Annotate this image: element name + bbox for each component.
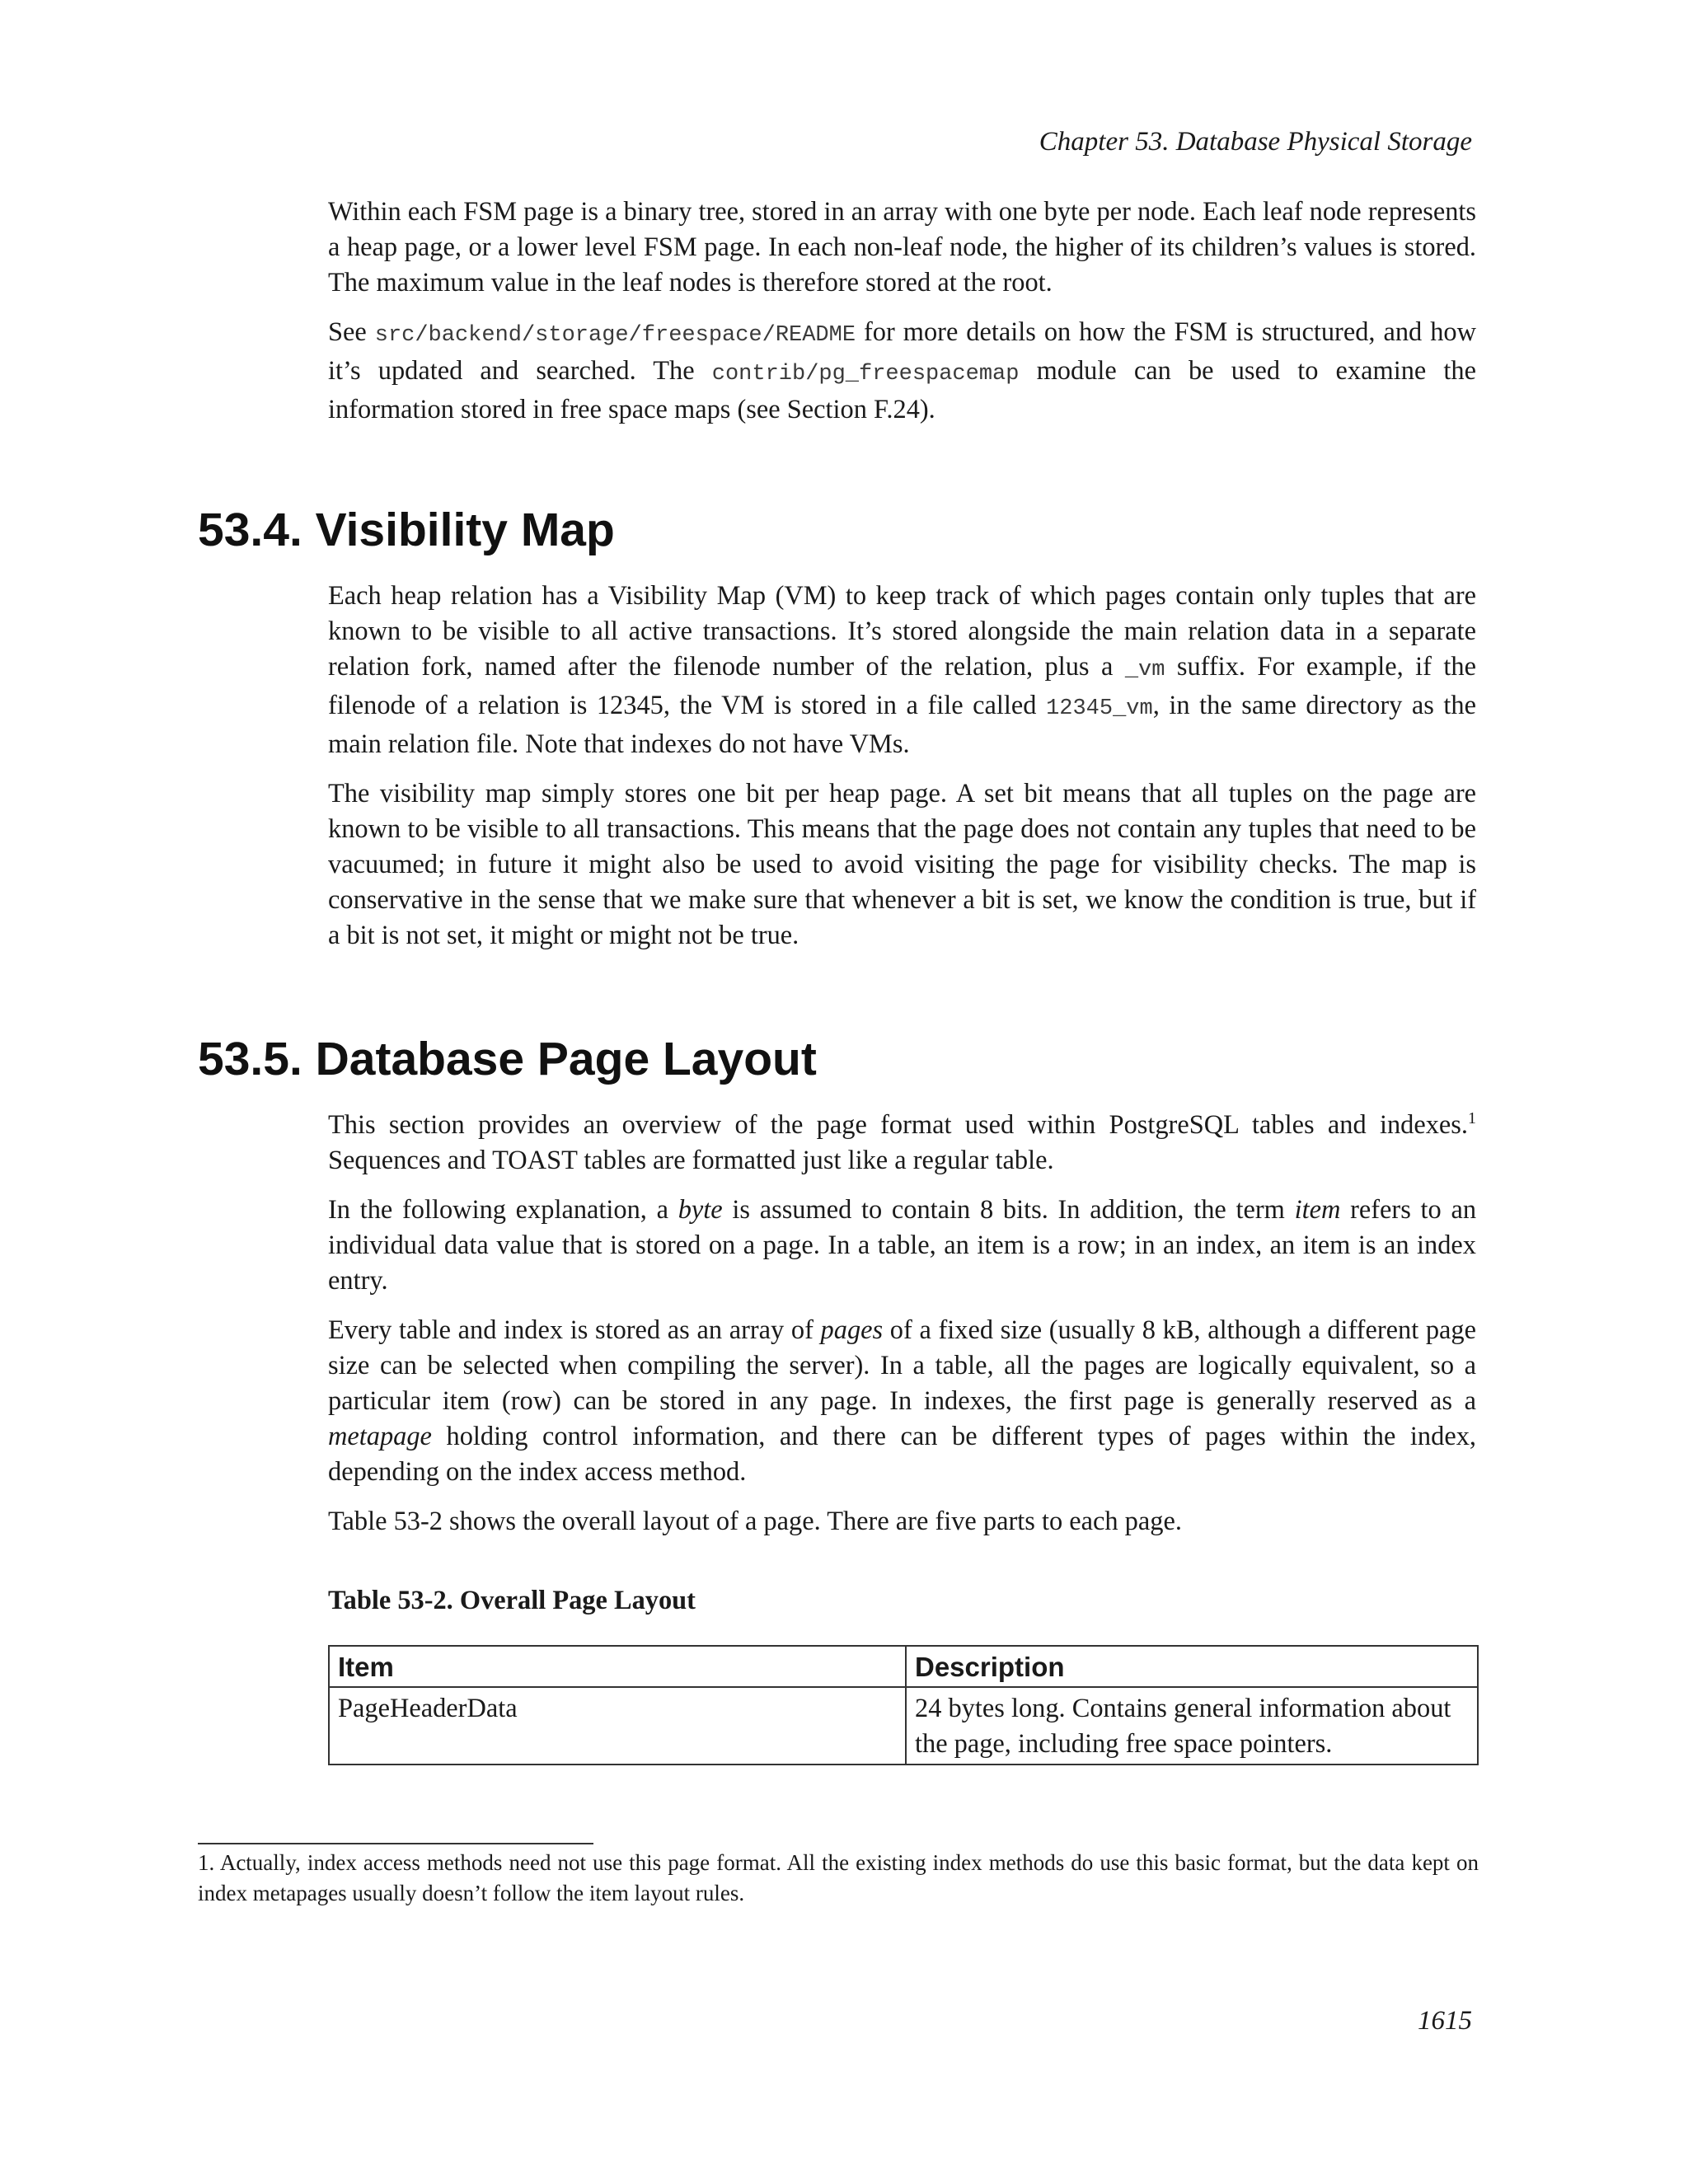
fsm-paragraph-1: Within each FSM page is a binary tree, stored in an array with one byte per node. Each leaf node represents a heap page, or a lower level FSM page. In each non-leaf node, the higher of its children’s values is stored. The maximum value in the leaf nodes is therefore stored at the root. (328, 197, 1476, 298)
vm-paragraph-1: Each heap relation has a Visibility Map (VM) to keep track of which pages contain only tuples that are known to be visible to all active transactions. It’s stored alongside the main relation data in a separate relation fork, named after the filenode number of the relation, plus a _vm suffix. For example, if the filenode of a relation is 12345, the VM is stored in a file called 12345_vm, in the same directory as the main relation file. Note that indexes do not have VMs. (328, 581, 1477, 759)
table-title: Table 53-2. Overall Page Layout (328, 1586, 696, 1615)
visibility-map-body (328, 579, 1476, 968)
footnote-reference[interactable]: 1 (1468, 1109, 1476, 1127)
layout-paragraph-2: In the following explanation, a byte is assumed to contain 8 bits. In addition, the term item refers to an individual data value that is stored on a page. In a table, an item is a row; in an index, an item is an index entry. (328, 1195, 1477, 1296)
page-number: 1615 (1418, 2006, 1472, 2036)
term-item: item (1294, 1195, 1341, 1225)
layout-paragraph-1: This section provides an overview of the page format used within PostgreSQL tables and indexes.$^1$ Sequences and TOAST tables are formatted just like a regular table. (328, 1109, 1476, 1175)
term-metapage: metapage (328, 1422, 432, 1451)
page-layout-body (328, 1108, 1476, 1554)
code-freespacemap-module: contrib/pg_freespacemap (711, 362, 1020, 387)
visibility-map-heading: 53.4. Visibility Map (198, 504, 615, 556)
page-layout-heading: 53.5. Database Page Layout (198, 1033, 817, 1085)
running-header: Chapter 53. Database Physical Storage (1039, 127, 1472, 157)
term-byte: byte (678, 1195, 723, 1225)
footnote-divider (198, 1843, 593, 1844)
page-layout-table (328, 1645, 1479, 1765)
fsm-section-body (328, 194, 1476, 442)
column-header-description: Description (906, 1646, 1478, 1687)
table-header-row (329, 1646, 1478, 1687)
fsm-paragraph-2: See src/backend/storage/freespace/README for more details on how the FSM is structured, and how it’s updated and searched. The contrib/pg_freespacemap module can be used to examine the information stored in free space maps (see Section F.24). (328, 317, 1476, 424)
term-pages: pages (820, 1315, 884, 1345)
layout-paragraph-4: Table 53-2 shows the overall layout of a page. There are five parts to each page. (328, 1507, 1182, 1536)
table-row (329, 1687, 1478, 1765)
table-cell-item: PageHeaderData (329, 1687, 906, 1765)
code-vm-filename: 12345_vm (1046, 696, 1153, 721)
layout-paragraph-3: Every table and index is stored as an array of pages of a fixed size (usually 8 kB, although a different page size can be selected when compiling the server). In a table, all the pages are logically equivalent, so a particular item (row) can be stored in any page. In indexes, the first page is generally reserved as a metapage holding control information, and there can be different types of pages within the index, depending on the index access method. (328, 1315, 1477, 1487)
column-header-item: Item (329, 1646, 906, 1687)
code-readme-path: src/backend/storage/freespace/README (374, 323, 856, 348)
vm-paragraph-2: The visibility map simply stores one bit per heap page. A set bit means that all tuples on the page are known to be visible to all transactions. This means that the page does not contain any tuples that need to be vacuumed; in future it might also be used to avoid visiting the page for visibility checks. The map is conservative in the sense that we make sure that whenever a bit is set, we know the condition is true, but if a bit is not set, it might or might not be true. (328, 779, 1476, 950)
table-cell-description: 24 bytes long. Contains general information about the page, including free space pointers. (906, 1687, 1478, 1765)
footnote-text: 1. Actually, index access methods need not use this page format. All the existing index methods do use this basic format, but the data kept on index metapages usually doesn’t follow the item layout rules. (198, 1850, 1479, 1905)
code-vm-suffix: _vm (1124, 658, 1165, 682)
